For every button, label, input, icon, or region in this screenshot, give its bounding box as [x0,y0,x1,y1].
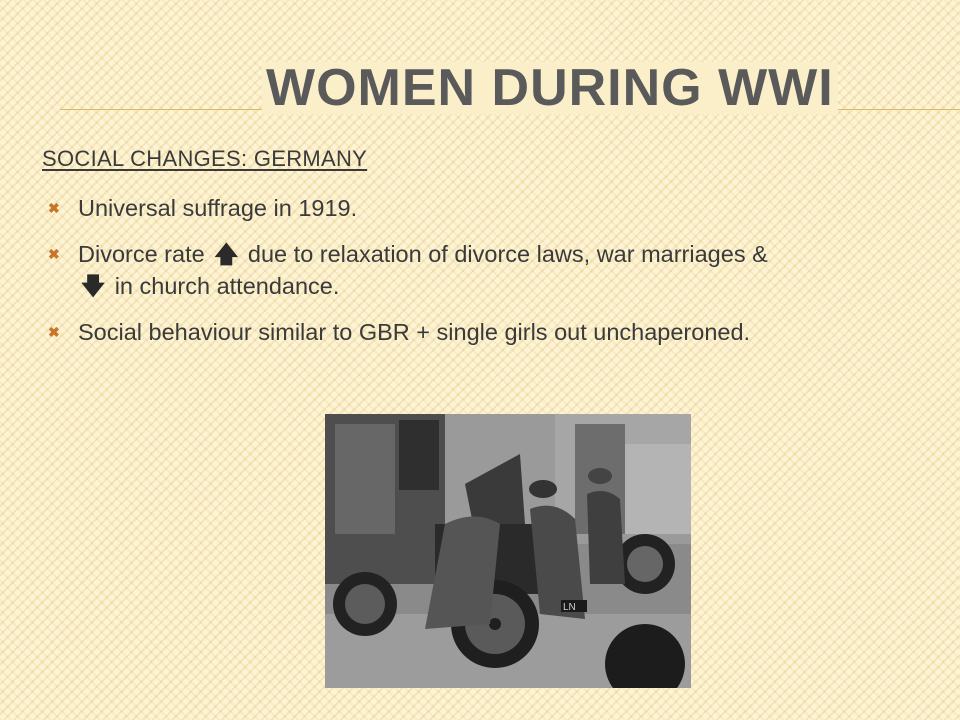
close-x-icon: ✖ [48,324,60,340]
slide-title: WOMEN DURING WWI [262,62,838,114]
down-arrow-icon: 🡇 [81,273,106,299]
plate-text: LN [563,602,576,613]
bullet-list [42,192,802,348]
bullet-text: in church attendance. [114,273,340,299]
close-x-icon: ✖ [48,246,60,262]
bullet-text: Social behaviour similar to GBR + single girls out unchaperoned. [78,319,751,345]
slide-subtitle: SOCIAL CHANGES: GERMANY [42,146,368,171]
up-arrow-icon: 🡅 [214,241,239,267]
bullet-item [42,192,802,224]
photo-illustration [325,414,691,688]
bullet-text: due to relaxation of divorce laws, war marriages & [247,241,768,267]
historical-photo [325,414,691,688]
bullet-item [42,316,802,348]
close-x-icon: ✖ [48,200,60,216]
bullet-text: Universal suffrage in 1919. [78,195,358,221]
bullet-text: Divorce rate [78,241,205,267]
bullet-item [42,238,802,302]
